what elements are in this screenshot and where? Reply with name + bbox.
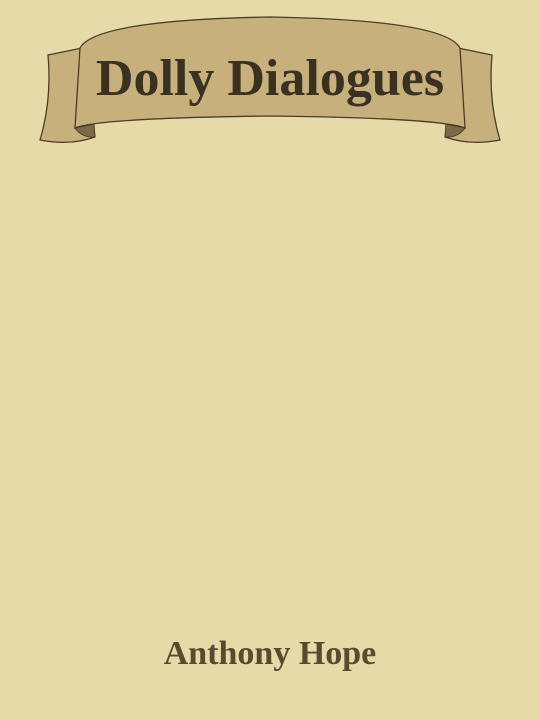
book-author: Anthony Hope [163, 635, 377, 672]
book-title: Dolly Dialogues [95, 50, 445, 107]
title-ribbon-banner [0, 0, 540, 160]
